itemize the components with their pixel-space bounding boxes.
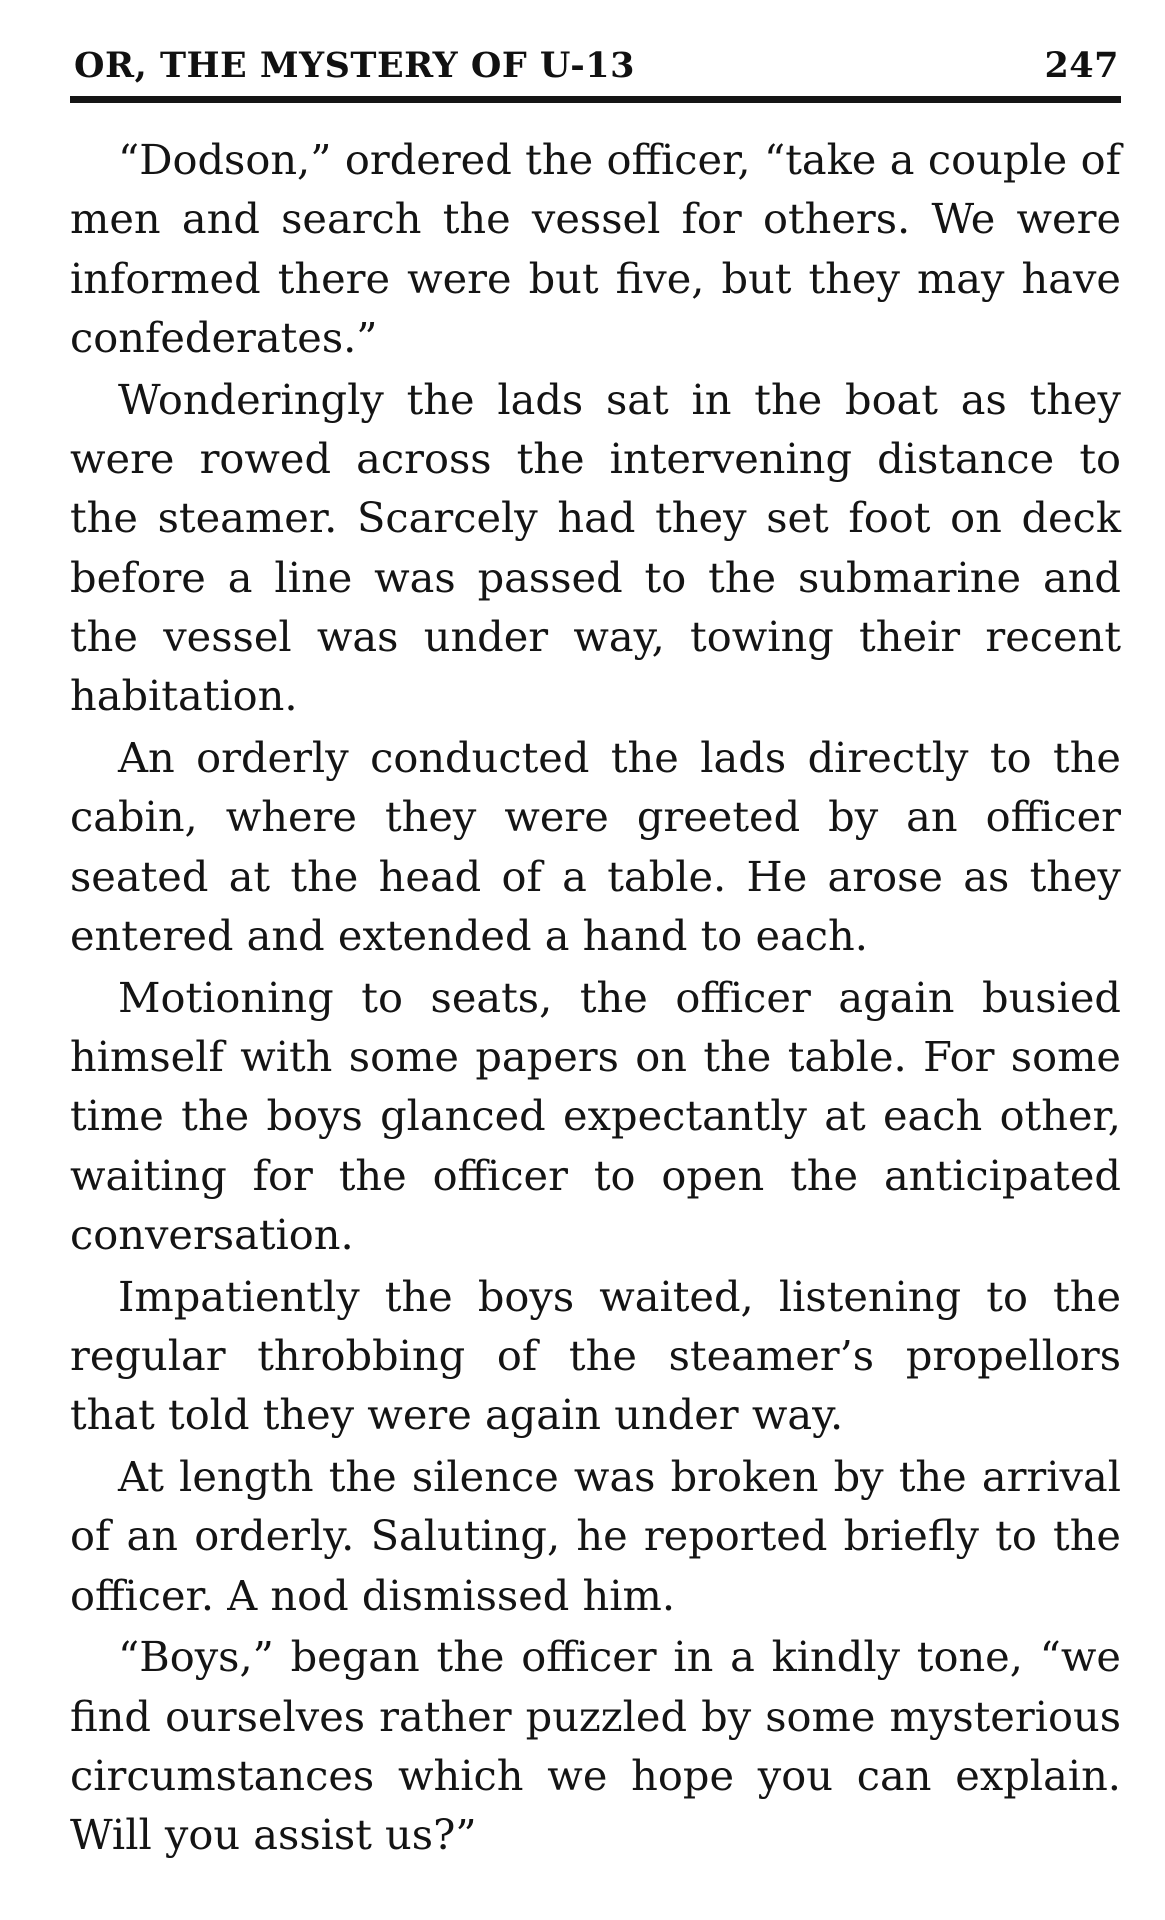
running-title: OR, THE MYSTERY OF U-13 — [74, 45, 635, 86]
body-text — [70, 130, 1121, 1865]
paragraph: An orderly conducted the lads directly to the cabin, where they were greeted by an officer seated at the head of a table. He arose as they entered and extended a hand to each. — [70, 732, 1121, 960]
paragraph: Wonderingly the lads sat in the boat as they were rowed across the intervening distance to the steamer. Scarcely had they set foot on deck before a line was passed to the submarine and the vessel was under way, towing their recent habitation. — [70, 374, 1121, 721]
header-rule — [70, 96, 1121, 103]
running-head — [74, 36, 1119, 86]
paragraph: At length the silence was broken by the arrival of an orderly. Saluting, he reported briefly to the officer. A nod dismissed him. — [70, 1452, 1121, 1620]
page-number: 247 — [1044, 45, 1119, 86]
paragraph: Impatiently the boys waited, listening to the regular throbbing of the steamer’s propellors that told they were again under way. — [70, 1271, 1121, 1440]
paragraph: Motioning to seats, the officer again busied himself with some papers on the table. For some time the boys glanced expectantly at each other, waiting for the officer to open the anticipated conversation. — [70, 972, 1121, 1259]
paragraph: “Boys,” began the officer in a kindly tone, “we find ourselves rather puzzled by some mysterious circumstances which we hope you can explain. Will you assist us?” — [70, 1632, 1121, 1860]
paragraph: “Dodson,” ordered the officer, “take a couple of men and search the vessel for others. We were informed there were but five, but they may have confederates.” — [70, 135, 1121, 362]
